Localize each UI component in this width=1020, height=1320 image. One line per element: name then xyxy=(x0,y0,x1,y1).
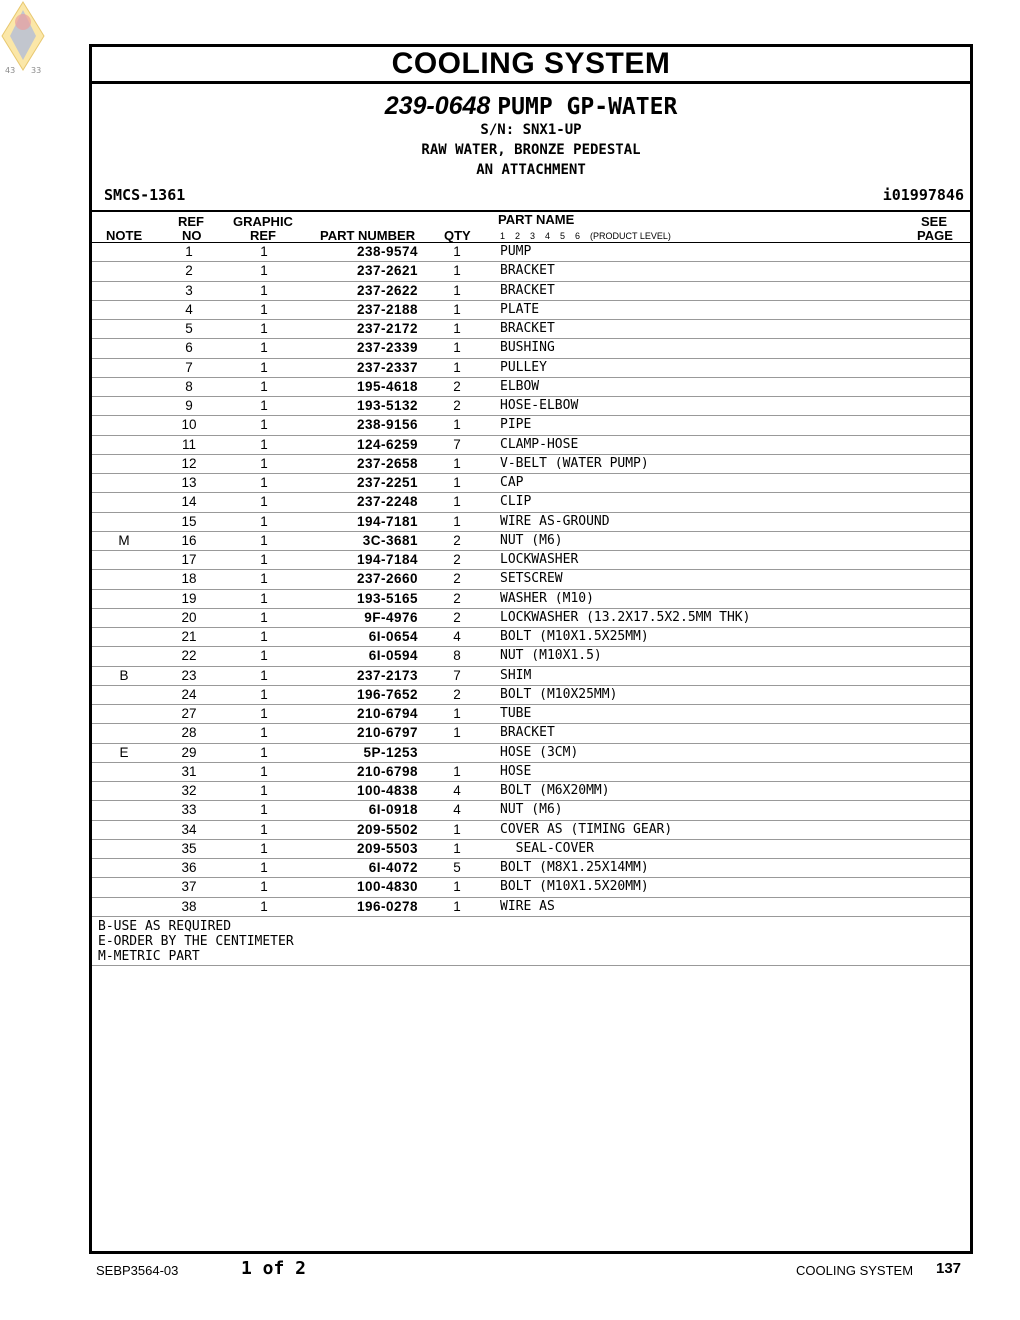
cell-graphic-ref: 1 xyxy=(260,609,268,625)
col-see-top: SEE xyxy=(921,214,948,229)
col-product-levels: 1 2 3 4 5 6 (PRODUCT LEVEL) xyxy=(500,231,671,241)
cell-part-number: 237-2658 xyxy=(356,455,418,471)
cell-qty: 5 xyxy=(453,860,461,875)
cell-qty: 2 xyxy=(453,590,461,606)
cell-note: B xyxy=(119,667,129,683)
cell-part-name: SEAL-COVER xyxy=(500,840,594,856)
cell-part-number: 237-2251 xyxy=(356,475,418,490)
cell-part-number: 237-2248 xyxy=(356,494,418,510)
cell-part-name: BOLT (M10X1.5X20MM) xyxy=(500,879,649,895)
cell-ref-no: 32 xyxy=(181,783,197,798)
table-row xyxy=(92,493,970,512)
cell-qty: 2 xyxy=(453,686,461,702)
cell-ref-no: 31 xyxy=(181,763,197,779)
cell-graphic-ref: 1 xyxy=(260,802,268,818)
cell-qty: 1 xyxy=(453,321,461,336)
cell-graphic-ref: 1 xyxy=(260,648,268,664)
cell-note: E xyxy=(119,744,129,760)
cell-graphic-ref: 1 xyxy=(260,571,268,587)
logo-label-left: 43 xyxy=(5,66,16,75)
serial-number: S/N: SNX1-UP xyxy=(480,122,582,138)
cell-qty: 1 xyxy=(453,725,461,741)
group-name: PUMP GP-WATER xyxy=(497,94,678,120)
cell-ref-no: 35 xyxy=(181,840,197,856)
cell-part-name: BRACKET xyxy=(500,263,555,279)
table-row xyxy=(92,397,970,416)
cell-ref-no: 2 xyxy=(185,263,193,279)
cell-part-number: 194-7181 xyxy=(356,513,418,529)
cell-ref-no: 13 xyxy=(181,475,197,490)
cell-note: M xyxy=(118,532,130,548)
page-footer xyxy=(0,1260,1020,1284)
cell-part-name: HOSE-ELBOW xyxy=(500,398,579,413)
cell-part-name: PLATE xyxy=(500,301,540,317)
table-row xyxy=(92,859,970,878)
cell-qty: 2 xyxy=(453,609,461,625)
parts-table-body xyxy=(92,243,970,917)
cell-part-name: WASHER (M10) xyxy=(500,590,594,606)
table-row xyxy=(92,705,970,724)
cell-graphic-ref: 1 xyxy=(260,321,268,336)
cell-part-number: 238-9574 xyxy=(356,244,418,259)
cell-graphic-ref: 1 xyxy=(260,763,268,779)
cell-graphic-ref: 1 xyxy=(260,840,268,856)
table-row xyxy=(92,436,970,455)
table-row xyxy=(92,570,970,589)
cell-part-name: LOCKWASHER (13.2X17.5X2.5MM THK) xyxy=(500,609,751,625)
cell-qty: 1 xyxy=(453,263,461,279)
cell-ref-no: 14 xyxy=(181,494,197,510)
cell-ref-no: 10 xyxy=(181,417,197,433)
cell-graphic-ref: 1 xyxy=(260,494,268,510)
table-row xyxy=(92,878,970,897)
col-part-name: PART NAME xyxy=(498,212,575,227)
table-row xyxy=(92,590,970,609)
cell-graphic-ref: 1 xyxy=(260,378,268,394)
cell-graphic-ref: 1 xyxy=(260,417,268,433)
cell-part-number: 100-4830 xyxy=(356,879,418,895)
cell-qty: 1 xyxy=(453,301,461,317)
cell-part-name: PULLEY xyxy=(500,359,547,375)
cell-part-number: 210-6797 xyxy=(356,725,418,741)
cell-part-number: 6I-4072 xyxy=(368,860,418,875)
cell-qty: 4 xyxy=(453,802,461,818)
cell-part-name: CLAMP-HOSE xyxy=(500,436,579,452)
table-row xyxy=(92,821,970,840)
table-row xyxy=(92,686,970,705)
col-ref-bottom: NO xyxy=(182,228,202,243)
table-row xyxy=(92,301,970,320)
cell-qty: 1 xyxy=(453,513,461,529)
cell-ref-no: 16 xyxy=(181,532,197,548)
cell-part-name: BOLT (M8X1.25X14MM) xyxy=(500,860,649,875)
cell-ref-no: 20 xyxy=(181,609,197,625)
cell-graphic-ref: 1 xyxy=(260,725,268,741)
cell-part-name: COVER AS (TIMING GEAR) xyxy=(500,821,673,837)
table-header xyxy=(92,212,970,243)
cell-qty: 1 xyxy=(453,475,461,490)
cell-qty: 1 xyxy=(453,879,461,895)
cell-graphic-ref: 1 xyxy=(260,590,268,606)
cell-part-number: 100-4838 xyxy=(356,783,418,798)
cell-ref-no: 7 xyxy=(185,359,193,375)
page-of: 1 of 2 xyxy=(241,1258,307,1279)
cell-part-number: 6I-0918 xyxy=(368,802,418,818)
cell-qty: 4 xyxy=(453,629,461,644)
cell-part-number: 237-2188 xyxy=(356,301,418,317)
table-row xyxy=(92,898,970,917)
cell-graphic-ref: 1 xyxy=(260,552,268,567)
cell-qty: 1 xyxy=(453,898,461,914)
col-qty: QTY xyxy=(444,228,471,243)
cell-part-number: 210-6798 xyxy=(356,763,418,779)
cell-qty: 2 xyxy=(453,532,461,548)
col-part-number: PART NUMBER xyxy=(320,228,416,243)
cell-part-name: HOSE (3CM) xyxy=(500,744,579,760)
cell-part-name: NUT (M6) xyxy=(500,802,563,818)
table-row xyxy=(92,455,970,474)
cell-ref-no: 15 xyxy=(181,513,197,529)
table-row xyxy=(92,801,970,820)
cell-graphic-ref: 1 xyxy=(260,532,268,548)
cell-ref-no: 34 xyxy=(181,821,197,837)
cell-qty: 1 xyxy=(453,244,461,259)
cell-graphic-ref: 1 xyxy=(260,455,268,471)
cell-ref-no: 5 xyxy=(185,321,193,336)
cell-part-number: 6I-0594 xyxy=(368,648,418,664)
cell-part-number: 193-5132 xyxy=(356,398,418,413)
table-row xyxy=(92,628,970,647)
cell-part-name: BOLT (M10X25MM) xyxy=(500,686,618,702)
cell-part-name: PUMP xyxy=(500,244,532,259)
cell-ref-no: 6 xyxy=(185,340,193,356)
table-row xyxy=(92,320,970,339)
col-see-bottom: PAGE xyxy=(917,228,953,243)
cell-part-name: CLIP xyxy=(500,494,532,510)
cell-part-name: HOSE xyxy=(500,763,532,779)
table-row xyxy=(92,378,970,397)
cell-part-name: WIRE AS-GROUND xyxy=(500,513,610,529)
cell-ref-no: 9 xyxy=(185,398,193,413)
cell-graphic-ref: 1 xyxy=(260,898,268,914)
cell-qty: 1 xyxy=(453,706,461,721)
cell-ref-no: 27 xyxy=(181,706,197,721)
cell-ref-no: 22 xyxy=(181,648,197,664)
cell-qty: 1 xyxy=(453,821,461,837)
cell-graphic-ref: 1 xyxy=(260,398,268,413)
cell-part-name: SHIM xyxy=(500,667,532,683)
col-graphic-top: GRAPHIC xyxy=(233,214,293,229)
cell-qty: 1 xyxy=(453,340,461,356)
cell-qty: 2 xyxy=(453,571,461,587)
cell-part-number: 237-2621 xyxy=(356,263,418,279)
cell-qty: 2 xyxy=(453,378,461,394)
cell-graphic-ref: 1 xyxy=(260,359,268,375)
col-graphic-bottom: REF xyxy=(250,228,276,243)
note-line: M-METRIC PART xyxy=(98,948,200,964)
cell-ref-no: 28 xyxy=(181,725,197,741)
table-row xyxy=(92,840,970,859)
cell-part-name: SETSCREW xyxy=(500,571,563,587)
description-line-1: RAW WATER, BRONZE PEDESTAL xyxy=(421,142,641,158)
cell-part-name: BUSHING xyxy=(500,340,555,356)
cell-graphic-ref: 1 xyxy=(260,244,268,259)
cell-part-name: TUBE xyxy=(500,706,532,721)
cell-part-number: 237-2339 xyxy=(356,340,418,356)
doc-number: SEBP3564-03 xyxy=(96,1263,179,1278)
table-row xyxy=(92,532,970,551)
cell-graphic-ref: 1 xyxy=(260,629,268,644)
table-row xyxy=(92,359,970,378)
cell-part-number: 195-4618 xyxy=(356,378,418,394)
table-row xyxy=(92,647,970,666)
cell-part-number: 210-6794 xyxy=(356,706,418,721)
cell-ref-no: 23 xyxy=(181,667,197,683)
cell-ref-no: 21 xyxy=(181,629,197,644)
table-row xyxy=(92,416,970,435)
cell-qty: 1 xyxy=(453,282,461,298)
cell-part-name: WIRE AS xyxy=(500,898,555,914)
cell-ref-no: 4 xyxy=(185,301,193,317)
cell-graphic-ref: 1 xyxy=(260,706,268,721)
cell-graphic-ref: 1 xyxy=(260,821,268,837)
cell-ref-no: 29 xyxy=(181,744,197,760)
table-row xyxy=(92,667,970,686)
table-row xyxy=(92,282,970,301)
cell-part-number: 237-2660 xyxy=(356,571,418,587)
cell-graphic-ref: 1 xyxy=(260,744,268,760)
table-row xyxy=(92,744,970,763)
table-row xyxy=(92,782,970,801)
cell-ref-no: 36 xyxy=(181,860,197,875)
smcs-code: SMCS-1361 xyxy=(104,186,186,204)
cell-part-name: BRACKET xyxy=(500,282,555,298)
cell-part-number: 237-2622 xyxy=(356,282,418,298)
cell-part-name: NUT (M10X1.5) xyxy=(500,648,602,664)
cell-part-name: BRACKET xyxy=(500,321,555,336)
cell-qty: 1 xyxy=(453,763,461,779)
cell-part-number: 6I-0654 xyxy=(368,629,418,644)
table-row xyxy=(92,763,970,782)
cell-part-name: BRACKET xyxy=(500,725,555,741)
footer-section: COOLING SYSTEM xyxy=(796,1263,914,1278)
cell-graphic-ref: 1 xyxy=(260,340,268,356)
cell-graphic-ref: 1 xyxy=(260,513,268,529)
cell-qty: 1 xyxy=(453,359,461,375)
cell-qty: 7 xyxy=(453,667,461,683)
col-ref-top: REF xyxy=(178,214,204,229)
cell-part-number: 209-5503 xyxy=(356,840,418,856)
cell-part-number: 237-2173 xyxy=(356,667,418,683)
cell-qty: 2 xyxy=(453,398,461,413)
cell-part-name: BOLT (M10X1.5X25MM) xyxy=(500,629,649,644)
cell-graphic-ref: 1 xyxy=(260,301,268,317)
cell-graphic-ref: 1 xyxy=(260,686,268,702)
col-note: NOTE xyxy=(106,228,143,243)
cell-part-number: 124-6259 xyxy=(356,436,418,452)
cell-qty: 8 xyxy=(453,648,461,664)
cell-ref-no: 37 xyxy=(181,879,197,895)
cell-ref-no: 8 xyxy=(185,378,193,394)
cell-part-name: V-BELT (WATER PUMP) xyxy=(500,455,649,471)
cell-part-number: 9F-4976 xyxy=(364,609,418,625)
cell-part-name: ELBOW xyxy=(500,378,540,394)
table-row xyxy=(92,609,970,628)
parts-page-frame xyxy=(89,44,973,1254)
group-number: 239-0648 xyxy=(384,92,491,120)
cell-graphic-ref: 1 xyxy=(260,783,268,798)
cell-part-number: 196-0278 xyxy=(356,898,418,914)
cell-qty: 1 xyxy=(453,494,461,510)
cell-qty: 1 xyxy=(453,840,461,856)
cell-qty: 4 xyxy=(453,783,461,798)
cell-graphic-ref: 1 xyxy=(260,282,268,298)
cell-graphic-ref: 1 xyxy=(260,667,268,683)
cell-part-number: 5P-1253 xyxy=(363,744,418,760)
section-title: COOLING SYSTEM xyxy=(92,47,970,84)
page-number: 137 xyxy=(936,1260,962,1277)
note-line: B-USE AS REQUIRED xyxy=(98,918,232,934)
group-header xyxy=(92,84,970,212)
cell-ref-no: 19 xyxy=(181,590,197,606)
cell-part-number: 196-7652 xyxy=(356,686,418,702)
table-row xyxy=(92,474,970,493)
cell-ref-no: 38 xyxy=(181,898,197,914)
cell-graphic-ref: 1 xyxy=(260,475,268,490)
description-line-2: AN ATTACHMENT xyxy=(476,162,586,178)
cell-qty: 1 xyxy=(453,417,461,433)
table-row xyxy=(92,262,970,281)
table-row xyxy=(92,243,970,262)
cell-ref-no: 1 xyxy=(185,244,193,259)
cell-ref-no: 24 xyxy=(181,686,197,702)
cell-part-name: LOCKWASHER xyxy=(500,552,579,567)
logo-icon xyxy=(0,0,46,76)
cell-part-name: PIPE xyxy=(500,417,532,433)
cell-ref-no: 18 xyxy=(181,571,197,587)
cell-part-number: 237-2337 xyxy=(356,359,418,375)
cell-ref-no: 17 xyxy=(181,552,197,567)
cell-graphic-ref: 1 xyxy=(260,436,268,452)
note-line: E-ORDER BY THE CENTIMETER xyxy=(98,933,294,949)
cell-graphic-ref: 1 xyxy=(260,879,268,895)
cell-part-number: 237-2172 xyxy=(356,321,418,336)
cell-ref-no: 3 xyxy=(185,282,193,298)
cell-ref-no: 33 xyxy=(181,802,197,818)
cell-part-number: 209-5502 xyxy=(356,821,418,837)
cell-part-name: CAP xyxy=(500,475,524,490)
table-row xyxy=(92,339,970,358)
cell-graphic-ref: 1 xyxy=(260,263,268,279)
cell-graphic-ref: 1 xyxy=(260,860,268,875)
table-row xyxy=(92,724,970,743)
cell-part-name: BOLT (M6X20MM) xyxy=(500,783,610,798)
table-row xyxy=(92,513,970,532)
cell-ref-no: 12 xyxy=(181,455,197,471)
cell-part-name: NUT (M6) xyxy=(500,532,563,548)
cell-part-number: 193-5165 xyxy=(356,590,418,606)
table-row xyxy=(92,551,970,570)
cell-qty: 1 xyxy=(453,455,461,471)
notes-block xyxy=(92,917,970,966)
group-title xyxy=(92,92,970,121)
illustration-id: i01997846 xyxy=(882,186,964,204)
cell-part-number: 238-9156 xyxy=(356,417,418,433)
cell-qty: 7 xyxy=(453,436,461,452)
cell-part-number: 194-7184 xyxy=(356,552,418,567)
cell-qty: 2 xyxy=(453,552,461,567)
cell-ref-no: 11 xyxy=(181,436,196,452)
logo-label-right: 33 xyxy=(31,66,42,75)
cell-part-number: 3C-3681 xyxy=(362,532,418,548)
